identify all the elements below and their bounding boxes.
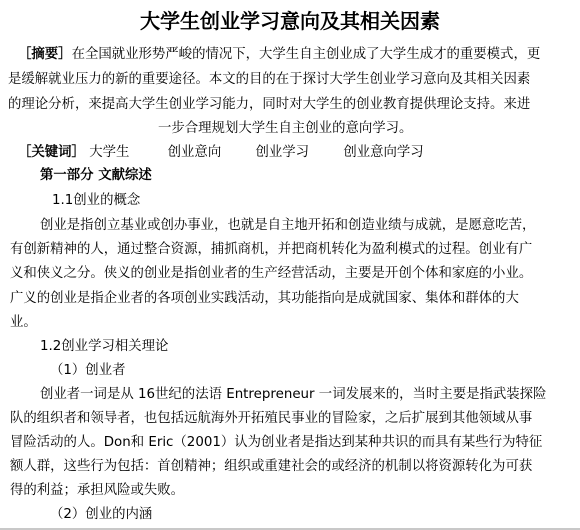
keyword-2: 创业意向 — [167, 145, 222, 160]
document-title: 大学生创业学习意向及其相关因素 — [140, 9, 440, 33]
item-heading-2: （2）创业的内涵 — [50, 507, 153, 522]
keyword-4: 创业意向学习 — [343, 145, 424, 160]
entrepreneur-line-5: 得的利益；承担风险或失败。 — [10, 483, 185, 498]
keywords-label: ［关键词］ — [18, 145, 85, 160]
abstract-line-2: 是缓解就业压力的新的重要途径。本文的目的在于探讨大学生创业学习意向及其相关因素 — [8, 72, 531, 87]
subsection-heading-1-1: 1.1创业的概念 — [52, 193, 141, 208]
concept-line-1: 创业是指创立基业或创办事业，也就是自主地开拓和创造业绩与成就，是愿意吃苦， — [40, 218, 536, 233]
keywords-line — [18, 145, 424, 161]
abstract-line-1 — [18, 47, 540, 63]
entrepreneur-line-1: 创业者一词是从 16世纪的法语 Entrepreneur 一词发展来的，当时主要是指武装探险 — [40, 387, 547, 402]
concept-line-4: 广义的创业是指企业者的各项创业实践活动，其功能指向是成就国家、集体和群体的大 — [10, 291, 519, 306]
abstract-line-3: 的理论分析，来提高大学生创业学习能力，同时对大学生的创业教育提供理论支持。来进 — [8, 97, 531, 112]
section-heading: 第一部分 文献综述 — [40, 168, 152, 183]
abstract-text-1: 在全国就业形势严峻的情况下，大学生自主创业成了大学生成才的重要模式，更 — [71, 47, 541, 62]
concept-line-3: 义和侠义之分。侠义的创业是指创业者的生产经营活动，主要是开创个体和家庭的小业。 — [10, 266, 533, 281]
keyword-1: 大学生 — [89, 145, 130, 160]
concept-line-2: 有创新精神的人，通过整合资源，捕抓商机，并把商机转化为盈利模式的过程。创业有广 — [10, 242, 533, 257]
entrepreneur-line-3: 冒险活动的人。Don和 Eric（2001）认为创业者是指达到某种共识的而具有某些行为特征 — [10, 435, 543, 450]
concept-line-5: 业。 — [10, 315, 37, 330]
entrepreneur-line-2: 队的组织者和领导者，也包括远航海外开拓殖民事业的冒险家，之后扩展到其他领域从事 — [10, 411, 533, 426]
entrepreneur-line-4: 额人群，这些行为包括：首创精神；组织或重建社会的或经济的机制以将资源转化为可获 — [10, 459, 533, 474]
item-heading-1: （1）创业者 — [50, 363, 126, 378]
abstract-line-4: 一步合理规划大学生自主创业的意向学习。 — [158, 121, 413, 136]
abstract-label: ［摘要］ — [18, 47, 72, 62]
keyword-3: 创业学习 — [255, 145, 310, 160]
subsection-heading-1-2: 1.2创业学习相关理论 — [40, 339, 169, 354]
